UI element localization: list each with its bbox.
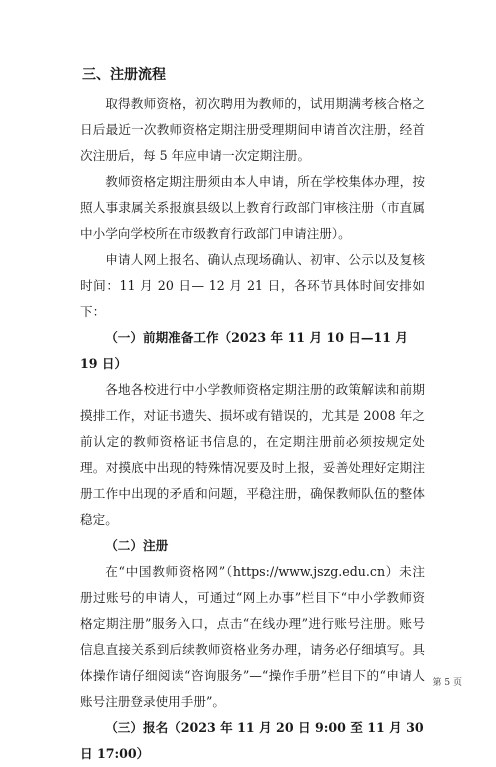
subheading-preparation: （一）前期准备工作（2023 年 11 月 10 日—11 月 19 日）: [80, 330, 409, 371]
paragraph-initial-registration: 取得教师资格，初次聘用为教师的，试用期满考核合格之日后最近一次教师资格定期注册受理期间申请首次注册，经首次注册后，每 5 年应申请一次定期注册。: [80, 96, 425, 163]
subheading-registration: （二）注册: [105, 538, 169, 553]
paragraph-registration: 在“中国教师资格网”（https://www.jszg.edu.cn）未注册过账号的申请人，可通过“网上办事”栏目下“中小学教师资格定期注册”服务入口，点击“在线办理”进行账号注册。账号信息直接关系到后续教师资格业务办理，请务必仔细填写。具体操作请仔细阅读“咨询服务”—“操作手册”栏目下的“申请人账号注册登录使用手册”。: [80, 564, 425, 709]
paragraph-application-procedure: 教师资格定期注册须由本人申请，所在学校集体办理，按照人事隶属关系报旗县级以上教育行政部门审核注册（市直属中小学向学校所在市级教育行政部门申请注册）。: [80, 174, 425, 241]
paragraph-preparation: 各地各校进行中小学教师资格定期注册的政策解读和前期摸排工作，对证书遗失、损坏或有错误的，尤其是 2008 年之前认定的教师资格证书信息的，在定期注册前必须按规定处理。对摸底中出现的特殊情况要及时上报，妥善处理好定期注册工作中出现的矛盾和问题，平稳注册，确保教师队伍的整体稳定。: [80, 382, 425, 527]
paragraph-schedule: 申请人网上报名、确认点现场确认、初审、公示以及复核时间：11 月 20 日— 12 月 21 日，各环节具体时间安排如下：: [80, 252, 425, 319]
page-number: 第 5 页: [432, 678, 462, 688]
page-content: [80, 64, 425, 767]
subheading-signup: （三）报名（2023 年 11 月 20 日 9:00 至 11 月 30 日 17:00）: [80, 720, 424, 761]
section-title: 三、注册流程: [82, 67, 166, 83]
